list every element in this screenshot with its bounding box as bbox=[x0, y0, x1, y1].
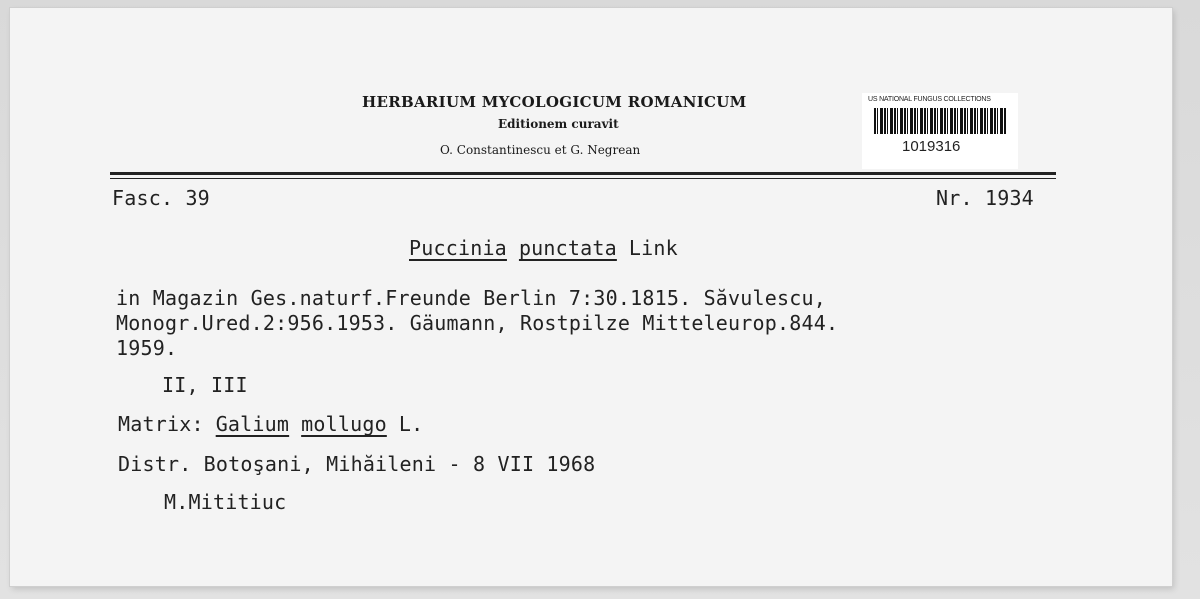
species-genus: Puccinia bbox=[409, 236, 507, 260]
species-name bbox=[409, 236, 678, 260]
fascicle-number: Fasc. 39 bbox=[112, 186, 210, 210]
spore-stages: II, III bbox=[162, 373, 248, 397]
species-author: Link bbox=[628, 236, 678, 260]
matrix-prefix: Matrix: bbox=[118, 412, 204, 436]
herbarium-editors: O. Constantinescu et G. Negrean bbox=[440, 143, 641, 157]
reference-line-3: 1959. bbox=[116, 336, 178, 360]
collector-name: M.Mititiuc bbox=[164, 490, 287, 514]
header-rule-thin bbox=[110, 178, 1056, 179]
barcode-icon bbox=[874, 108, 1006, 134]
host-genus: Galium bbox=[215, 412, 290, 436]
host-matrix bbox=[118, 412, 423, 436]
herbarium-subtitle: Editionem curavit bbox=[498, 117, 619, 131]
barcode-number: 1019316 bbox=[902, 138, 961, 155]
herbarium-title: HERBARIUM MYCOLOGICUM ROMANICUM bbox=[362, 93, 747, 111]
host-epithet: mollugo bbox=[301, 412, 387, 436]
distribution-locality: Distr. Botoşani, Mihăileni - 8 VII 1968 bbox=[118, 452, 596, 476]
species-epithet: punctata bbox=[518, 236, 617, 260]
reference-line-2: Monogr.Ured.2:956.1953. Gäumann, Rostpilze Mitteleurop.844. bbox=[116, 311, 839, 335]
host-author: L. bbox=[398, 412, 424, 436]
specimen-number: Nr. 1934 bbox=[936, 186, 1034, 210]
barcode-caption: US NATIONAL FUNGUS COLLECTIONS bbox=[868, 96, 991, 103]
barcode-sticker bbox=[862, 93, 1018, 169]
header-rule-thick bbox=[110, 172, 1056, 175]
reference-line-1: in Magazin Ges.naturf.Freunde Berlin 7:30.1815. Săvulescu, bbox=[116, 286, 826, 310]
